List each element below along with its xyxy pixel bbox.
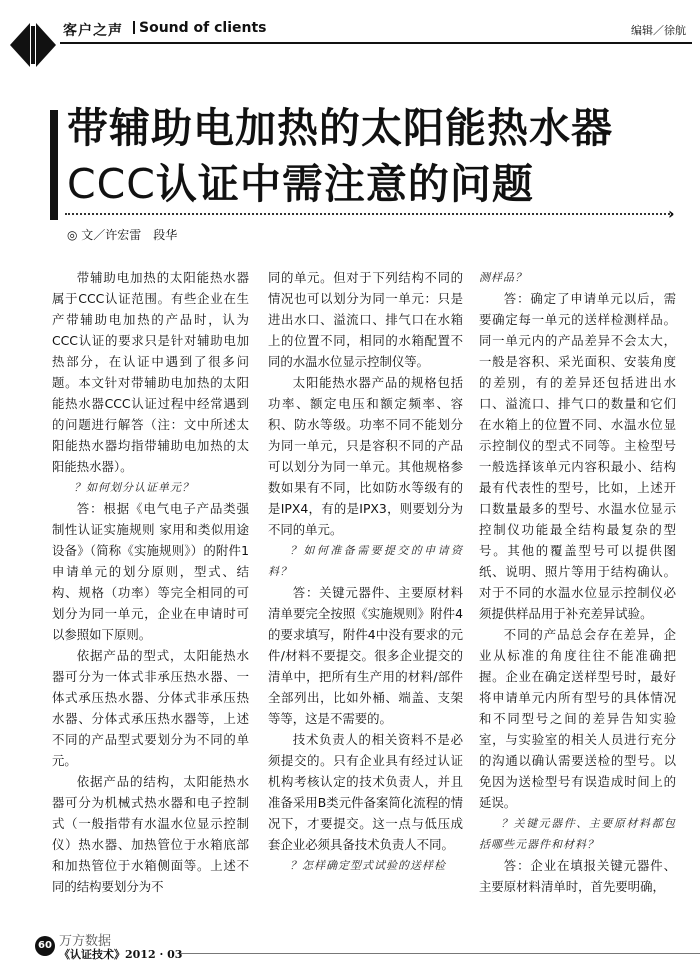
article-title: [67, 100, 687, 212]
title-accent-bar: [50, 110, 58, 220]
paragraph: 依据产品的结构，太阳能热水器可分为机械式热水器和电子控制式（一般指带有水温水位显示控制仪）热水器、加热管位于水箱底部和加热管位于水箱侧面等。上述不同的结构要划分为不: [52, 774, 249, 894]
title-line-2: [67, 156, 687, 212]
paragraph: 带辅助电加热的太阳能热水器属于CCC认证范围。有些企业在生产带辅助电加热的产品时，认为CCC认证的要求只是针对辅助电加热部分，在认证中遇到了很多问题。本文针对带辅助电加热的太阳能热水器CCC认证过程中经常遇到的问题进行解答（注：文中所述太阳能热水器均指带辅助电加热的太阳能热水器）。: [52, 270, 249, 474]
paragraph: 答：企业在填报关键元器件、主要原材料清单时，首先要明确，: [479, 858, 676, 894]
paragraph: 答：关键元器件、主要原材料清单要完全按照《实施规则》附件4的要求填写，附件4中没有要求的元件/材料不要提交。很多企业提交的清单中，把所有生产用的材料/部件全部列出，比如外桶、端盖、支架等等，这是不需要的。: [268, 585, 463, 726]
paragraph: 答：确定了申请单元以后，需要确定每一单元的送样检测样品。同一单元内的产品差异不会太大，一般是容积、采光面积、安装角度的差别，有的差异还包括进出水口、溢流口、排气口的数量和它们在水箱上的位置不同、水温水位显示控制仪的型式不同等。主检型号一般选择该单元内容积最小、结构最有代表性的型号，比如，上述开口数量最多的型号、水温水位显示控制仪功能最全结构最复杂的型号。其他的覆盖型号可以提供图纸、说明、照片等用于结构确认。对于不同的水温水位显示控制仪必须提供样品用于补充差异试验。: [479, 291, 676, 621]
question-heading: ？如何划分认证单元？: [74, 481, 194, 494]
title-line-2-rest: 认证中需注意的问题: [155, 160, 534, 208]
question-heading: ？关键元器件、主要原材料都包括哪些元器件和材料？: [479, 817, 676, 851]
question-heading: ？怎样确定型式试验的送样检: [290, 859, 446, 872]
question-heading: 测样品？: [479, 271, 527, 284]
author-byline: ◎ 文／许宏雷 段华: [67, 228, 178, 242]
paragraph: 太阳能热水器产品的规格包括功率、额定电压和额定频率、容积、防水等级。功率不同不能划分为同一单元，只是容积不同的产品可以划分为同一单元。其他规格参数如果有不同，比如防水等级有的是IPX4，有的是IPX3，则要划分为不同的单元。: [268, 375, 463, 537]
section-title-cn: 客户之声: [63, 23, 123, 39]
title-line-1: 带辅助电加热的太阳能热水器: [67, 104, 613, 152]
title-line-2-prefix: CCC: [67, 160, 156, 208]
title-dotted-rule: [65, 213, 673, 215]
article-column-2: [268, 267, 463, 876]
section-header: [60, 20, 692, 44]
article-column-3: [479, 267, 676, 897]
page-footer: [35, 930, 695, 962]
paragraph: 技术负责人的相关资料不是必须提交的。只有企业具有经过认证机构考核认定的技术负责人，并且准备采用B类元件备案简化流程的情况下，才要提交。这一点与低压成套企业必须具备技术负责人不同。: [268, 732, 463, 852]
paragraph: 依据产品的型式，太阳能热水器可分为一体式非承压热水器、一体式承压热水器、分体式非承压热水器、分体式承压热水器等，上述不同的产品型式要划分为不同的单元。: [52, 648, 249, 768]
journal-issue: 《认证技术》2012 · 03: [59, 948, 183, 961]
watermark: 万方数据: [59, 934, 112, 949]
article-column-1: [52, 267, 249, 897]
section-logo-icon: [6, 18, 60, 72]
editor-credit: 编辑／徐航: [631, 24, 686, 37]
footer-rule: [180, 953, 700, 954]
section-title-en: Sound of clients: [133, 20, 267, 36]
page-number: 60: [35, 936, 55, 956]
paragraph: 同的单元。但对于下列结构不同的情况也可以划分为同一单元：只是进出水口、溢流口、排气口在水箱上的位置不同，相同的水箱配置不同的水温水位显示控制仪等。: [268, 270, 463, 369]
paragraph: 不同的产品总会存在差异，企业从标准的角度往往不能准确把握。企业在确定送样型号时，最好将申请单元内所有型号的具体情况和不同型号之间的差异告知实验室，与实验室的相关人员进行充分的沟通以确认需要送检的型号。以免因为送检型号有误造成时间上的延误。: [479, 627, 676, 810]
chevron-right-icon: ›: [668, 204, 675, 223]
question-heading: ？如何准备需要提交的申请资料？: [268, 544, 463, 578]
paragraph: 答：根据《电气电子产品类强制性认证实施规则 家用和类似用途设备》（简称《实施规则》）的附件1申请单元的划分原则，型式、结构、规格（功率）等完全相同的可划分为同一单元，企业在申请时可以参照如下原则。: [52, 501, 249, 642]
